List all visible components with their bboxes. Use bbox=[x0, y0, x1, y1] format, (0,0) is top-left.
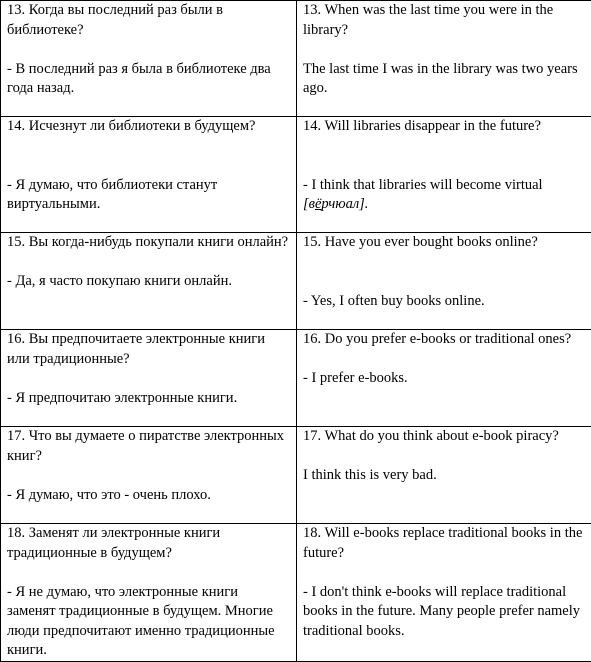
english-cell bbox=[297, 524, 591, 662]
pronunciation-note: [вёрчюал]. bbox=[303, 196, 368, 212]
english-cell bbox=[297, 427, 591, 524]
question-text: 18. Заменят ли электронные книги традиционные в будущем? bbox=[7, 524, 290, 563]
question-text: 17. Что вы думаете о пиратстве электронных книг? bbox=[7, 427, 290, 466]
table-row bbox=[1, 233, 591, 330]
question-text: 14. Исчезнут ли библиотеки в будущем? bbox=[7, 117, 290, 137]
table-row bbox=[1, 1, 591, 117]
question-text: 13. Когда вы последний раз были в библиотеке? bbox=[7, 1, 290, 40]
question-text: 15. Вы когда-нибудь покупали книги онлайн? bbox=[7, 233, 290, 253]
table-row bbox=[1, 524, 591, 662]
answer-text: - I don't think e-books will replace traditional books in the future. Many people prefer namely traditional books. bbox=[303, 583, 585, 642]
answer-text: I think this is very bad. bbox=[303, 466, 585, 486]
table-row bbox=[1, 427, 591, 524]
english-cell bbox=[297, 233, 591, 330]
english-cell bbox=[297, 1, 591, 117]
answer-text: - Я предпочитаю электронные книги. bbox=[7, 389, 290, 409]
question-text: 16. Вы предпочитаете электронные книги или традиционные? bbox=[7, 330, 290, 369]
question-text: 14. Will libraries disappear in the future? bbox=[303, 117, 585, 137]
question-text: 16. Do you prefer e-books or traditional ones? bbox=[303, 330, 585, 350]
answer-text: - Я не думаю, что электронные книги заменят традиционные в будущем. Многие люди предпочитают именно традиционные книги. bbox=[7, 583, 290, 661]
question-text: 15. Have you ever bought books online? bbox=[303, 233, 585, 253]
answer-text: - В последний раз я была в библиотеке два года назад. bbox=[7, 60, 290, 99]
russian-cell bbox=[1, 330, 297, 427]
table-row bbox=[1, 117, 591, 233]
answer-text bbox=[303, 176, 585, 215]
russian-cell bbox=[1, 524, 297, 662]
question-text: 13. When was the last time you were in the library? bbox=[303, 1, 585, 40]
answer-main: - I think that libraries will become virtual bbox=[303, 177, 543, 193]
russian-cell bbox=[1, 1, 297, 117]
question-text: 18. Will e-books replace traditional books in the future? bbox=[303, 524, 585, 563]
english-cell bbox=[297, 117, 591, 233]
table-row bbox=[1, 330, 591, 427]
answer-text: - I prefer e-books. bbox=[303, 369, 585, 389]
russian-cell bbox=[1, 427, 297, 524]
russian-cell bbox=[1, 233, 297, 330]
question-text: 17. What do you think about e-book piracy? bbox=[303, 427, 585, 447]
answer-text: The last time I was in the library was two years ago. bbox=[303, 60, 585, 99]
english-cell bbox=[297, 330, 591, 427]
russian-cell bbox=[1, 117, 297, 233]
answer-text: - Я думаю, что библиотеки станут виртуальными. bbox=[7, 176, 290, 215]
answer-text: - Yes, I often buy books online. bbox=[303, 292, 585, 312]
answer-text: - Да, я часто покупаю книги онлайн. bbox=[7, 272, 290, 292]
answer-text: - Я думаю, что это - очень плохо. bbox=[7, 486, 290, 506]
